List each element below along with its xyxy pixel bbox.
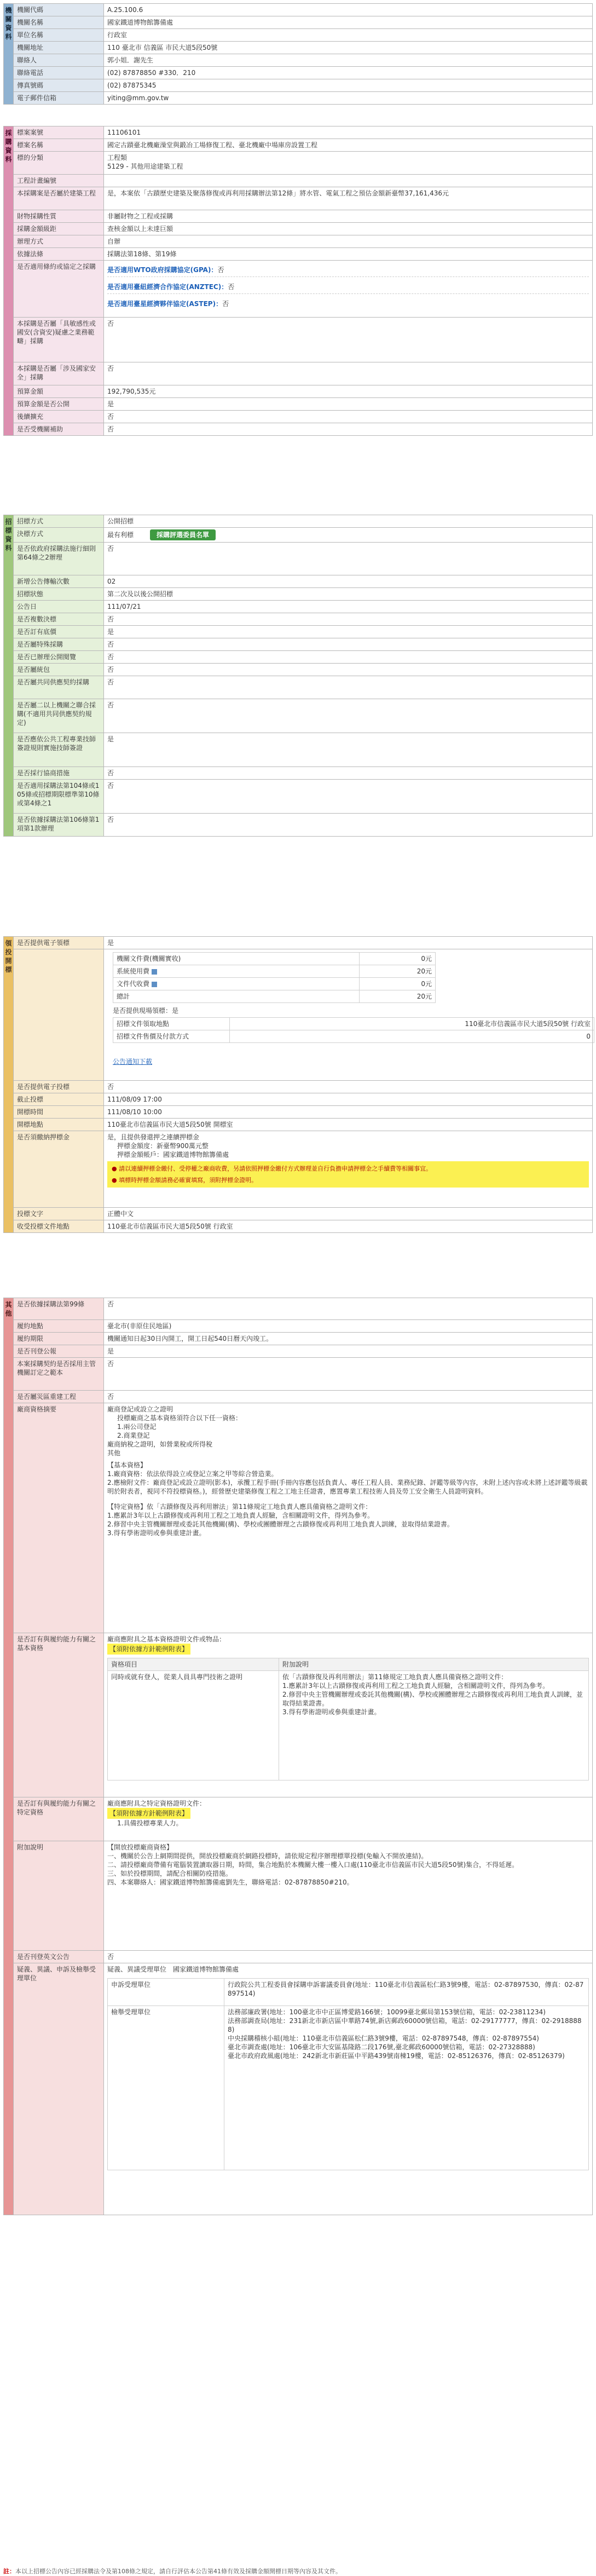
- deadline-value: 111/08/09 17:00: [104, 1093, 593, 1106]
- field-label: 標案名稱: [14, 139, 104, 152]
- case-number: 11106101: [104, 126, 593, 139]
- basic-qualification-head: 廠商應附具之基本資格證明文件或物品：: [107, 1635, 226, 1643]
- field-label: 決標方式: [14, 528, 104, 543]
- complaint-unit-value: 行政院公共工程委員會採購申訴審議委員會(地址：110臺北市信義區松仁路3號9樓，電話：02-87897530，傳真：02-87897514): [224, 1979, 589, 2006]
- additional-notes: [104, 1841, 593, 1951]
- field-label: 是否訂有與履約能力有關之特定資格: [14, 1797, 104, 1841]
- field-value: 02: [104, 575, 593, 588]
- note-line: 一、機關於公告上網期間提供，開放投標廠商於網路投標時，請依規定程序辦理標單投標(免輸入不開放連結)。: [107, 1852, 428, 1860]
- award-method: 最有利標: [107, 531, 134, 539]
- field-value: 公開招標: [104, 515, 593, 528]
- section-tab-tender: 招標資料: [4, 515, 14, 837]
- tender-section: [3, 515, 593, 837]
- field-label: 是否刊登英文公告: [14, 1951, 104, 1963]
- table-cell: 依「古蹟修復及再利用辦法」第11條規定工地負責人應具備資格之證明文件： 1.應累計3年以上古蹟修復或再利用工程之工地負責人經驗，含相關證明文件，得列為參考。 2.修習中央主管機關辦理或委託其他機關(構)、學校或團體辦理之古蹟修復或再利用工地負責人訓練，並取得結業證書。 3.得有學術證明或參與重建計畫。: [279, 1671, 589, 1780]
- deposit-warning: [107, 1161, 589, 1188]
- field-label: 是否提供電子投標: [14, 1081, 104, 1093]
- field-label: 是否依據採購法第106條第1項第1款辦理: [14, 814, 104, 837]
- open-time-value: 111/08/10 10:00: [104, 1106, 593, 1119]
- field-value: 否: [104, 613, 593, 626]
- evaluation-committee-button[interactable]: 採購評選委員名單: [150, 529, 216, 540]
- subsidized: 否: [104, 423, 593, 436]
- national-security-value: 否: [104, 362, 593, 385]
- paper-collect-title: 是否提供現場領標：是: [113, 1007, 179, 1015]
- field-label: 本採購是否屬「具敏感性或國安(含資安)疑慮之業務範疇」採購: [14, 318, 104, 362]
- note-line: 二、請投標廠商帶備有電腦裝置讀取器日期，時間，集合地點於本機關大樓一樓入口處(110臺北市信義區市民大道5段50號)集合，不得延遲。: [107, 1861, 519, 1869]
- field-label: 標案案號: [14, 126, 104, 139]
- field-label: 開標時間: [14, 1106, 104, 1119]
- english-notice-value: 否: [104, 1951, 593, 1963]
- deposit-line: 是，且提供發還押之連續押標金: [107, 1133, 200, 1141]
- specific-line: 1.具備投標專業人力。: [117, 1819, 183, 1827]
- summary-line: 廠商納稅之證明，如營業稅或所得稅: [107, 1440, 213, 1448]
- field-label: 是否屬特殊採購: [14, 638, 104, 651]
- section-tab-bid: 領投開標: [4, 937, 14, 1233]
- summary-line: 2.應檢附文件：廠商登記或設立證明(影本)，承攬工程手冊(手冊內容應包括負責人、專任工程人員、業務紀錄、評鑑等級等內容，未附上述內容或未將上述評鑑等級載明於附表者，視同不符投標資格。)，經營歷史建築修復工程之工地主任證書，應置專業工程技術人員及勞工安全衛生人員證明資料。: [107, 1479, 588, 1495]
- warning-line: ● 填標時押標金額請務必確實填寫，須附押標金證明。: [112, 1177, 258, 1184]
- fee-name: 機關文件費(機關實收): [113, 953, 360, 965]
- summary-line: 3.得有學術證明或參與重建計畫。: [107, 1529, 206, 1537]
- fee-name: 總計: [113, 990, 360, 1003]
- footer-text: 本以上招標公告內容已經採購法令及第108條之規定，請自行評估本公告第41條有效及採購金額開標日期等內容及其文件。: [15, 2568, 342, 2575]
- other-section: [3, 1298, 593, 2215]
- budget-amount: 192,790,535元: [104, 385, 593, 398]
- field-value: 否: [104, 543, 593, 575]
- section-tab-procurement: 採購資料: [4, 126, 14, 436]
- anztec-value: 否: [228, 283, 235, 291]
- field-label: 是否屬共同供應契約採購: [14, 676, 104, 699]
- gpa-link[interactable]: 是否適用WTO政府採購協定(GPA)：: [107, 266, 218, 274]
- info-icon[interactable]: [152, 969, 157, 975]
- field-label: 是否屬二以上機關之聯合採購(不適用共同供應契約規定): [14, 699, 104, 733]
- field-label: 履約地點: [14, 1320, 104, 1333]
- field-label: 是否訂有底價: [14, 626, 104, 638]
- fee-table: [113, 952, 436, 1003]
- field-label: 招標方式: [14, 515, 104, 528]
- footer-note: [3, 2567, 342, 2575]
- electronic-collect-value: 是: [104, 937, 593, 949]
- fee-name: 文件代收費: [117, 980, 150, 988]
- field-label: 招標狀態: [14, 588, 104, 601]
- field-value: 否: [104, 651, 593, 664]
- footer-prefix: 註：: [3, 2568, 15, 2575]
- paper-place-value: 110臺北市信義區市民大道5段50號 行政室: [230, 1018, 594, 1030]
- summary-line: 廠商登記或設立之證明: [107, 1405, 173, 1413]
- summary-line: 【基本資格】: [107, 1461, 147, 1469]
- field-label: 聯絡電話: [14, 67, 104, 79]
- field-label: 疑義、異議、申訴及檢舉受理單位: [14, 1963, 104, 2215]
- field-value: 是: [104, 626, 593, 638]
- report-unit-value: 法務部廉政署(地址：100臺北市中正區博愛路166號；10099臺北郵局第153號信箱，電話：02-23811234) 法務部調查局(地址：231新北市新店區中華路74號,新店郵政60000號信箱，電話：02-29177777，傳真：02-29188888) 中央採購稽核小組(地址：110臺北市信義區松仁路3號9樓，電話：02-87897548，傳真：02-87897554) 臺北市調查處(地址：106臺北市大安區基隆路二段176號,臺北郵政60000號信箱，電話：02-27328888) 臺北市政府政風處(地址：242新北市新莊區中平路439號南棟19樓，電話：02-85126376，傳真：02-85126379): [224, 2006, 589, 2170]
- field-label: 機關地址: [14, 42, 104, 54]
- field-label: 是否應依公共工程專業技師簽證規則實施技師簽證: [14, 733, 104, 767]
- open-place-value: 110臺北市信義區市民大道5段50號 開標室: [104, 1119, 593, 1131]
- highlight-note: 【須附依據方針範例附表】: [107, 1808, 190, 1819]
- field-label: 截止投標: [14, 1093, 104, 1106]
- paper-table: [113, 1017, 594, 1043]
- field-label: 財物採購性質: [14, 210, 104, 223]
- note-line: 三、如於投標期間，請配合相關防疫措施。: [107, 1870, 233, 1877]
- field-label: 是否複數決標: [14, 613, 104, 626]
- field-label: 依據法條: [14, 248, 104, 261]
- amount-level: 查核金額以上未達巨額: [104, 223, 593, 235]
- field-value: 否: [104, 699, 593, 733]
- notice-download-link[interactable]: 公告通知下載: [113, 1058, 153, 1065]
- receive-place-value: 110臺北市信義區市民大道5段50號 行政室: [104, 1220, 593, 1233]
- field-value: 否: [104, 676, 593, 699]
- objection-unit: 疑義、異議受理單位 國家鐵道博物館籌備處: [107, 1966, 239, 1973]
- field-label: 是否依據採購法第99條: [14, 1298, 104, 1320]
- field-label: 履約期限: [14, 1333, 104, 1345]
- building-project-note: 是，本案依「古蹟歷史建築及聚落修復或再利用採購辦法第12條」將水管、電氣工程之預估金額新臺幣37,161,436元: [104, 187, 593, 210]
- field-label: 新增公告傳輸次數: [14, 575, 104, 588]
- field-value: 111/07/21: [104, 601, 593, 613]
- field-label: 是否屬災區重建工程: [14, 1391, 104, 1403]
- field-value: yiting@mm.gov.tw: [104, 92, 593, 105]
- field-label: 投標文字: [14, 1208, 104, 1220]
- field-label: 機關名稱: [14, 16, 104, 29]
- paper-place-label: 招標文件領取地點: [113, 1018, 230, 1030]
- field-label: 傳真號碼: [14, 79, 104, 92]
- summary-line: 2.商業登記: [117, 1432, 150, 1439]
- fee-value: 20元: [359, 990, 435, 1003]
- field-label: 是否適用採購法第104條或105條或招標期限標準第10條或第4條之1: [14, 780, 104, 814]
- field-value: 是: [104, 1345, 593, 1358]
- field-label: 辦理方式: [14, 235, 104, 248]
- field-label: 是否已辦理公開閱覽: [14, 651, 104, 664]
- field-label: 是否適用條約或協定之採購: [14, 261, 104, 318]
- field-label: 後續擴充: [14, 411, 104, 423]
- field-label: 附加說明: [14, 1841, 104, 1951]
- gpa-value: 否: [217, 266, 224, 274]
- field-label: 採購金額級距: [14, 223, 104, 235]
- note-line: 四、本案聯絡人：國家鐵道博物館籌備處劉先生，聯絡電話：02-87878850#210。: [107, 1878, 354, 1886]
- summary-line: 2.修習中央主管機關辦理或委託其他機關(構)、學校或團體辦理之古蹟修復或再利用工地負責人訓練，並取得結業證書。: [107, 1520, 454, 1528]
- summary-line: 其他: [107, 1449, 121, 1457]
- nature-value: 非屬財物之工程或採購: [104, 210, 593, 223]
- astep-link[interactable]: 是否適用臺星經濟夥伴協定(ASTEP)：: [107, 300, 223, 308]
- agency-section: [3, 3, 593, 105]
- deposit-line: 押標金額度：新臺幣900萬元整: [117, 1142, 209, 1150]
- field-value: 否: [104, 780, 593, 814]
- summary-line: 投標廠商之基本資格須符合以下任一資格：: [117, 1414, 242, 1422]
- plan-number: [104, 175, 593, 187]
- fee-value: 0元: [359, 978, 435, 990]
- astep-value: 否: [222, 300, 229, 308]
- summary-line: 1.兩公司登記: [117, 1423, 157, 1431]
- field-value: 國家鐵道博物館籌備處: [104, 16, 593, 29]
- deposit-line: 押標金額帳戶：國家鐵道博物館籌備處: [117, 1151, 229, 1159]
- specific-qualification-head: 廠商應附具之特定資格證明文件：: [107, 1800, 206, 1807]
- field-value: 是: [104, 733, 593, 767]
- category-line-1: 工程類: [107, 154, 128, 162]
- budget-public: 是: [104, 398, 593, 411]
- field-label: 公告日: [14, 601, 104, 613]
- section-tab-other: 其他: [4, 1298, 14, 2215]
- complaint-table: [107, 1978, 589, 2170]
- field-value: 否: [104, 1298, 593, 1320]
- language-value: 正體中文: [104, 1208, 593, 1220]
- anztec-link[interactable]: 是否適用臺紐經濟合作協定(ANZTEC)：: [107, 283, 228, 291]
- table-cell: 同時或就有登人，從業人員具專門技術之證明: [108, 1671, 279, 1780]
- fee-name: 系統使用費: [117, 967, 150, 975]
- category-line-2: 5129 - 其他用途建築工程: [107, 163, 183, 170]
- field-label: 機關代碼: [14, 4, 104, 16]
- field-value: (02) 87878850 #330．210: [104, 67, 593, 79]
- bid-section: [3, 936, 593, 1233]
- field-value: A.25.100.6: [104, 4, 593, 16]
- section-tab-agency: 機關資料: [4, 4, 14, 105]
- field-value: 110 臺北市 信義區 市民大道5段50號: [104, 42, 593, 54]
- field-label: 收受投標文件地點: [14, 1220, 104, 1233]
- field-value: 否: [104, 814, 593, 837]
- paper-fee-label: 招標文件售價及付款方式: [113, 1030, 230, 1043]
- report-unit-label: 檢舉受理單位: [108, 2006, 224, 2170]
- field-label: 本採購案是否屬於建築工程: [14, 187, 104, 210]
- qualification-summary: [104, 1403, 593, 1633]
- sensitive-value: 否: [104, 318, 593, 362]
- field-value: 否: [104, 767, 593, 780]
- fee-value: 20元: [359, 965, 435, 978]
- warning-line: ● 請以連續押標金繳付、受停權之廠商收費，另請依照押標金繳付方式辦理並自行負擔申請押標金之手續費等相關事宜。: [112, 1165, 432, 1172]
- field-label: 是否受機關補助: [14, 423, 104, 436]
- table-header: 資格項目: [108, 1658, 279, 1671]
- field-value: 行政室: [104, 29, 593, 42]
- highlight-note: 【須附依據方針範例附表】: [107, 1644, 190, 1655]
- table-header: 附加說明: [279, 1658, 589, 1671]
- field-label: 是否採行協商措施: [14, 767, 104, 780]
- field-value: 否: [104, 1391, 593, 1403]
- field-label: 本採購是否屬「涉及國家安全」採購: [14, 362, 104, 385]
- field-value: (02) 87875345: [104, 79, 593, 92]
- field-value: 臺北市(非原住民地區): [104, 1320, 593, 1333]
- field-value: 第二次及以後公開招標: [104, 588, 593, 601]
- summary-line: 【特定資格】依「古蹟修復及再利用辦法」第11條規定工地負責人應具備資格之證明文件：: [107, 1503, 372, 1511]
- field-label: 預算金額: [14, 385, 104, 398]
- field-label: 工程計畫編號: [14, 175, 104, 187]
- field-label: 預算金額是否公開: [14, 398, 104, 411]
- field-label: 本案採購契約是否採用主管機關訂定之範本: [14, 1358, 104, 1391]
- future-expansion: 否: [104, 411, 593, 423]
- field-value: 否: [104, 1358, 593, 1391]
- paper-fee-value: 0: [230, 1030, 594, 1043]
- summary-line: 1.廠商資格：依法依得設立或登記立案之甲等綜合營造業。: [107, 1470, 278, 1478]
- field-value: 否: [104, 664, 593, 676]
- field-label: 單位名稱: [14, 29, 104, 42]
- procurement-section: [3, 126, 593, 436]
- field-label: 是否提供電子領標: [14, 937, 104, 949]
- case-name: 國定古蹟臺北機廠澡堂與鍛冶工場修復工程、臺北機廠中場庫房設置工程: [104, 139, 593, 152]
- note-line: 【開放投標廠商資格】: [107, 1843, 173, 1851]
- field-label: 是否刊登公報: [14, 1345, 104, 1358]
- handling-method: 自辦: [104, 235, 593, 248]
- field-value: 機關通知日起30日內開工，開工日起540日曆天內竣工。: [104, 1333, 593, 1345]
- field-label: 廠商資格摘要: [14, 1403, 104, 1633]
- field-value: 否: [104, 638, 593, 651]
- complaint-unit-label: 申訴受理單位: [108, 1979, 224, 2006]
- field-label: 開標地點: [14, 1119, 104, 1131]
- field-label: 是否屬統包: [14, 664, 104, 676]
- electronic-bid-value: 否: [104, 1081, 593, 1093]
- field-label: 電子郵件信箱: [14, 92, 104, 105]
- field-label: 聯絡人: [14, 54, 104, 67]
- basic-qualification-table: [107, 1658, 589, 1780]
- field-value: 郭小姐．謝先生: [104, 54, 593, 67]
- field-label: 是否依政府採購法施行細則第64條之2辦理: [14, 543, 104, 575]
- field-label: 標的分類: [14, 152, 104, 175]
- field-label: 是否訂有與履約能力有關之基本資格: [14, 1633, 104, 1797]
- info-icon[interactable]: [152, 982, 157, 987]
- basis-articles: 採購法第18條、第19條: [104, 248, 593, 261]
- summary-line: 1.應累計3年以上古蹟修復或再利用工程之工地負責人經驗，含相關證明文件，得列為參考。: [107, 1512, 374, 1519]
- fee-value: 0元: [359, 953, 435, 965]
- field-label: 是否須繳納押標金: [14, 1131, 104, 1208]
- fee-label-cell: [14, 949, 104, 1081]
